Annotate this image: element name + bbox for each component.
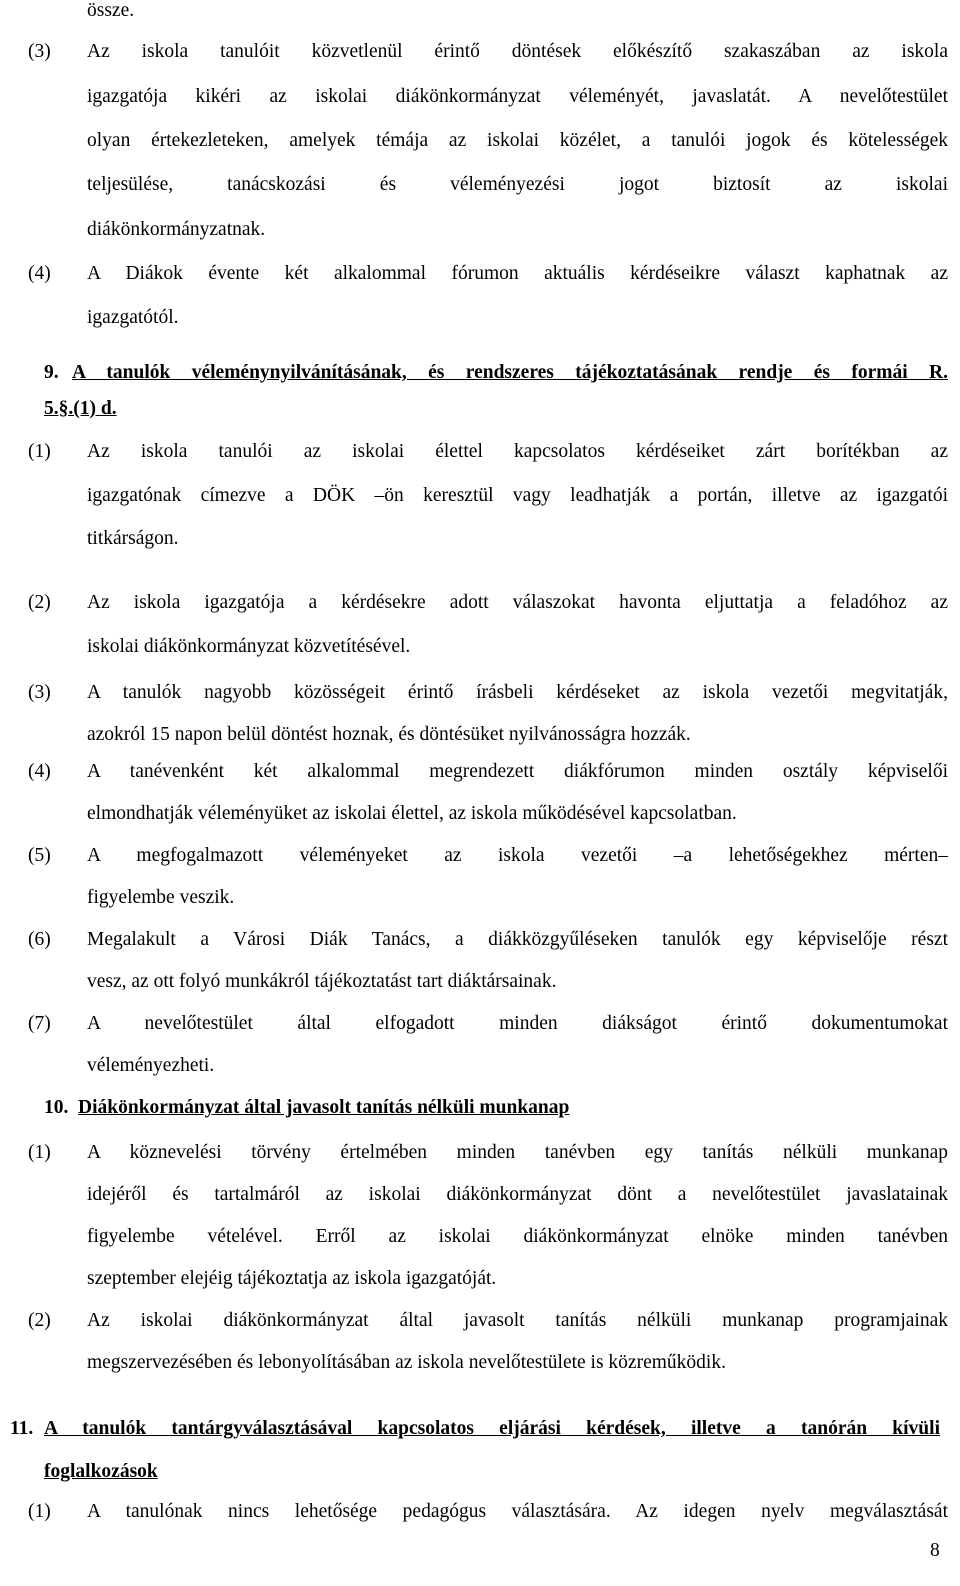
section-heading-9-continued	[0, 392, 960, 426]
line-text: vesz, az ott folyó munkákról tájékoztatást tart diáktársainak.	[87, 971, 557, 992]
line-text: elmondhatják véleményüket az iskolai élettel, az iskola működésével kapcsolatban.	[87, 803, 737, 824]
line-text: A nevelőtestület által elfogadott minden diákságot érintő dokumentumokat	[87, 1013, 948, 1034]
item-number: (3)	[28, 682, 51, 703]
paragraph-line	[0, 1178, 960, 1212]
paragraph-line	[0, 522, 960, 556]
paragraph-line	[0, 1304, 960, 1338]
line-text: Az iskola tanulói az iskolai élettel kapcsolatos kérdéseiket zárt borítékban az	[87, 441, 948, 462]
page-number: 8	[930, 1540, 940, 1561]
line-text: össze.	[87, 0, 135, 21]
paragraph-line	[0, 881, 960, 915]
line-text: véleményezheti.	[87, 1055, 215, 1076]
line-text: A tanulók nagyobb közösségeit érintő írásbeli kérdéseket az iskola vezetői megvitatják,	[87, 682, 948, 703]
line-text: figyelembe veszik.	[87, 887, 235, 908]
item-number: (1)	[28, 1501, 51, 1522]
line-text: azokról 15 napon belül döntést hoznak, és döntésüket nyilvánosságra hozzák.	[87, 724, 691, 745]
line-text: olyan értekezleteken, amelyek témája az iskolai közélet, a tanulói jogok és kötelességek	[87, 130, 948, 151]
section-heading-9	[0, 356, 960, 390]
paragraph-line	[0, 1220, 960, 1254]
paragraph-line	[0, 435, 960, 469]
heading-number: 11.	[10, 1418, 34, 1439]
section-heading-10	[0, 1091, 960, 1125]
line-text: igazgatója kikéri az iskolai diákönkormányzat véleményét, javaslatát. A nevelőtestület	[87, 86, 948, 107]
line-text: Az iskola tanulóit közvetlenül érintő döntések előkészítő szakaszában az iskola	[87, 41, 948, 62]
line-text: A megfogalmazott véleményeket az iskola vezetői –a lehetőségekhez mérten–	[87, 845, 948, 866]
section-heading-11-continued	[0, 1455, 960, 1489]
item-number: (7)	[28, 1013, 51, 1034]
heading-text-continued: foglalkozások	[44, 1461, 158, 1482]
paragraph-line	[0, 1049, 960, 1083]
paragraph-line	[0, 839, 960, 873]
paragraph-line	[0, 1136, 960, 1170]
paragraph-line	[0, 301, 960, 335]
item-number: (2)	[28, 1310, 51, 1331]
heading-text: A tanulók tantárgyválasztásával kapcsolatos eljárási kérdések, illetve a tanórán kívüli	[44, 1418, 940, 1439]
paragraph-line	[0, 755, 960, 789]
paragraph-line	[0, 797, 960, 831]
line-text: Az iskola igazgatója a kérdésekre adott válaszokat havonta eljuttatja a feladóhoz az	[87, 592, 948, 613]
item-number: (3)	[28, 41, 51, 62]
paragraph-line	[0, 965, 960, 999]
paragraph-line	[0, 35, 960, 69]
line-text: A Diákok évente két alkalommal fórumon aktuális kérdéseikre választ kaphatnak az	[87, 263, 948, 284]
line-text: szeptember elejéig tájékoztatja az iskola igazgatóját.	[87, 1268, 497, 1289]
paragraph-line	[0, 479, 960, 513]
item-number: (6)	[28, 929, 51, 950]
line-text: teljesülése, tanácskozási és véleményezési jogot biztosít az iskolai	[87, 174, 948, 195]
line-text: Megalakult a Városi Diák Tanács, a diákközgyűléseken tanulók egy képviselője részt	[87, 929, 948, 950]
item-number: (2)	[28, 592, 51, 613]
paragraph-line	[0, 1346, 960, 1380]
paragraph-line	[0, 168, 960, 202]
paragraph-line	[0, 1007, 960, 1041]
line-text: A tanévenként két alkalommal megrendezett diákfórumon minden osztály képviselői	[87, 761, 948, 782]
heading-number: 9.	[44, 362, 59, 383]
heading-text: Diákönkormányzat által javasolt tanítás nélküli munkanap	[78, 1097, 570, 1118]
line-text: igazgatónak címezve a DÖK –ön keresztül vagy leadhatják a portán, illetve az igazgatói	[87, 485, 948, 506]
paragraph-line	[0, 124, 960, 158]
line-text: diákönkormányzatnak.	[87, 219, 266, 240]
paragraph-line	[0, 676, 960, 710]
paragraph-line	[0, 923, 960, 957]
paragraph-line	[0, 257, 960, 291]
line-text: Az iskolai diákönkormányzat által javasolt tanítás nélküli munkanap programjainak	[87, 1310, 948, 1331]
item-number: (5)	[28, 845, 51, 866]
paragraph-line	[0, 80, 960, 114]
paragraph-line	[0, 1262, 960, 1296]
heading-text-continued: 5.§.(1) d.	[44, 398, 117, 419]
line-text: titkárságon.	[87, 528, 179, 549]
line-text: A köznevelési törvény értelmében minden tanévben egy tanítás nélküli munkanap	[87, 1142, 948, 1163]
item-number: (4)	[28, 761, 51, 782]
section-heading-11	[0, 1412, 960, 1446]
paragraph-line	[0, 213, 960, 247]
item-number: (1)	[28, 1142, 51, 1163]
paragraph-line	[0, 0, 960, 28]
line-text: iskolai diákönkormányzat közvetítésével.	[87, 636, 411, 657]
item-number: (4)	[28, 263, 51, 284]
heading-number: 10.	[44, 1097, 69, 1118]
paragraph-line	[0, 1495, 960, 1529]
paragraph-line	[0, 718, 960, 752]
line-text: figyelembe vételével. Erről az iskolai diákönkormányzat elnöke minden tanévben	[87, 1226, 948, 1247]
heading-text: A tanulók véleménynyilvánításának, és rendszeres tájékoztatásának rendje és formái R.	[72, 362, 948, 383]
line-text: igazgatótól.	[87, 307, 179, 328]
line-text: A tanulónak nincs lehetősége pedagógus választására. Az idegen nyelv megválasztását	[87, 1501, 948, 1522]
line-text: idejéről és tartalmáról az iskolai diákönkormányzat dönt a nevelőtestület javaslatainak	[87, 1184, 948, 1205]
paragraph-line	[0, 630, 960, 664]
line-text: megszervezésében és lebonyolításában az iskola nevelőtestülete is közreműködik.	[87, 1352, 726, 1373]
paragraph-line	[0, 586, 960, 620]
item-number: (1)	[28, 441, 51, 462]
